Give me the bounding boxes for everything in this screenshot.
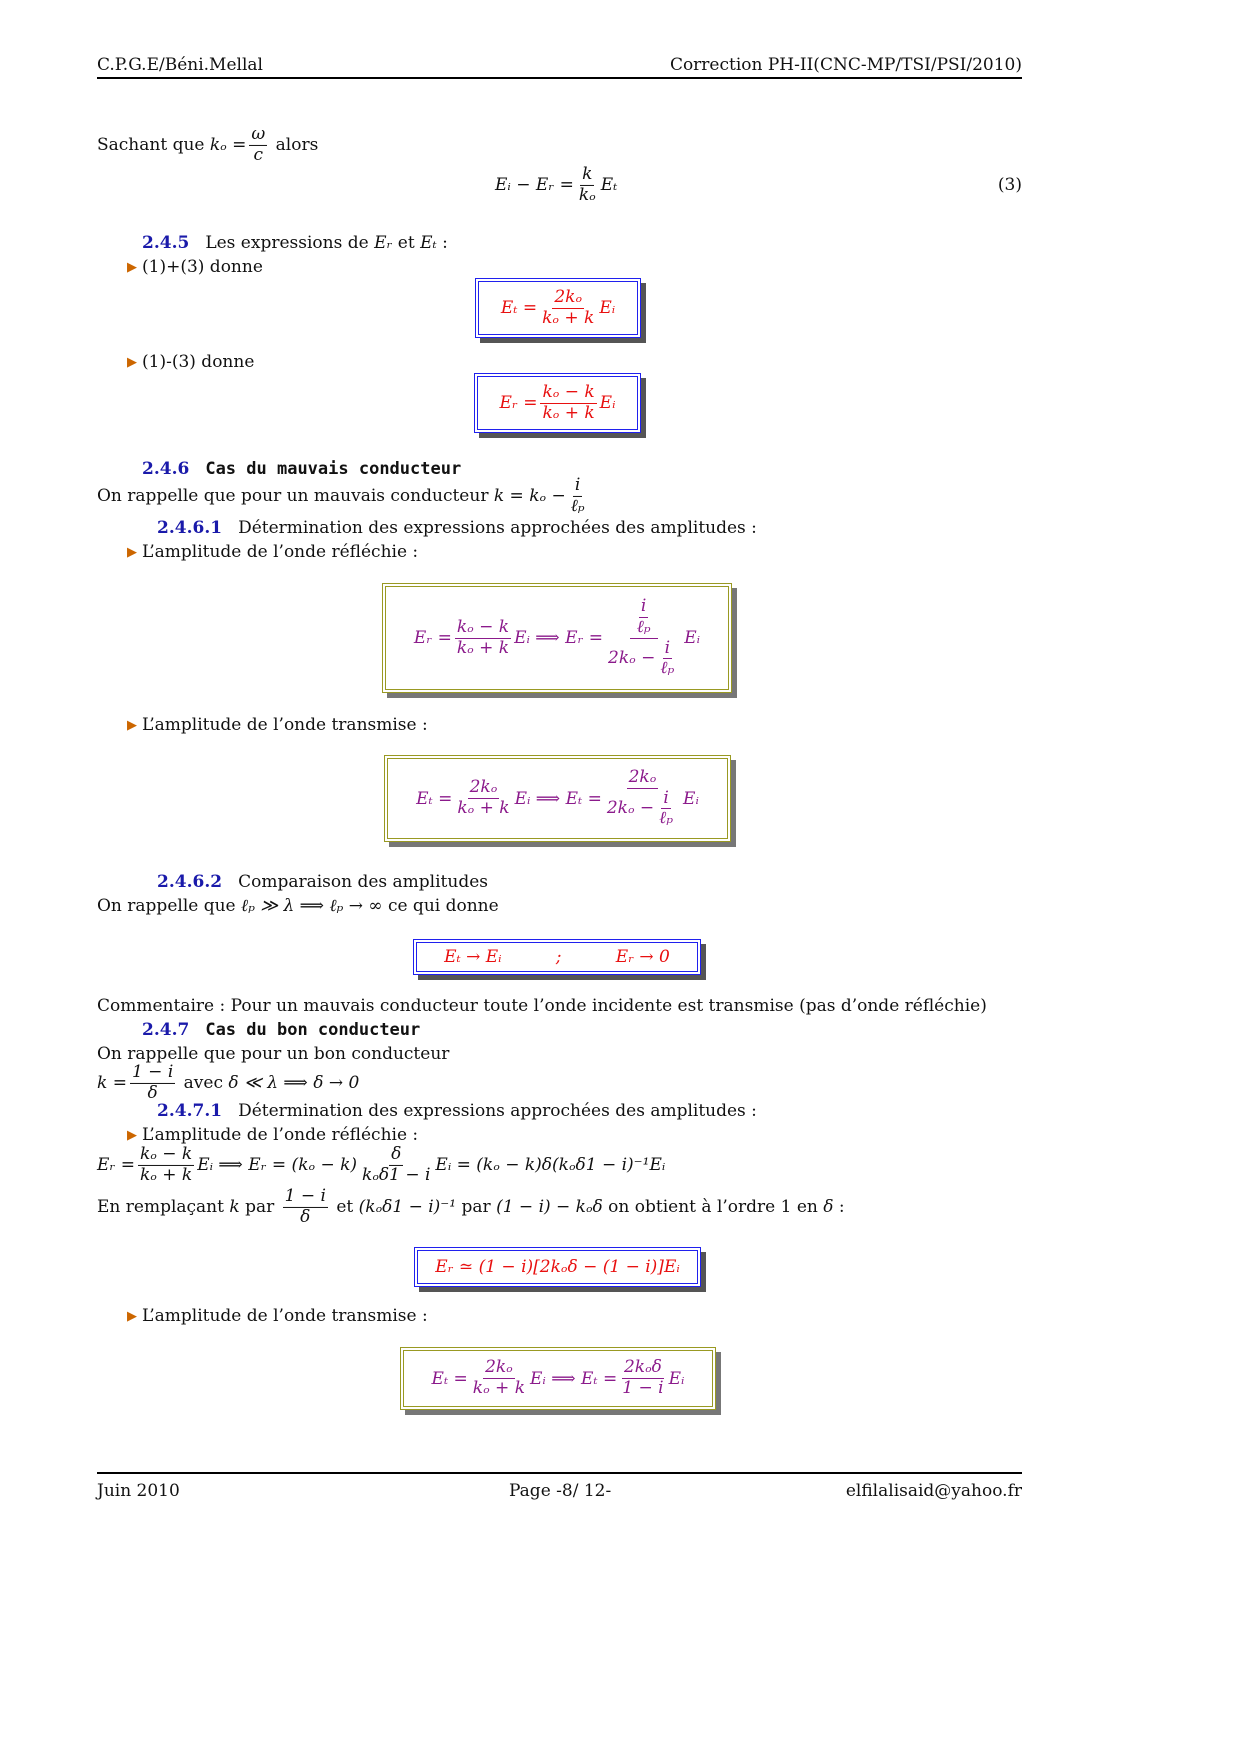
rhs: Eᵢ — [599, 393, 616, 413]
num: 2kₒ — [485, 1357, 513, 1378]
fraction — [606, 597, 681, 678]
section-title: Les expressions de — [205, 233, 375, 253]
bullet-text: L’amplitude de l’onde transmise : — [142, 715, 428, 735]
text: et — [330, 1197, 359, 1217]
header-rule — [97, 77, 1022, 79]
text: : — [436, 233, 448, 253]
den: ℓₚ — [660, 658, 675, 679]
num: 2kₒ — [469, 777, 498, 798]
section-number: 2.4.6.2 — [157, 872, 223, 892]
section-2-4-7-1 — [157, 1101, 757, 1121]
text: on obtient à l’ordre 1 en — [602, 1197, 824, 1217]
num: i — [663, 787, 669, 808]
section-2-4-6-2 — [157, 872, 488, 892]
bullet — [127, 1306, 428, 1326]
den: kₒ + k — [472, 1378, 526, 1398]
result-box-et — [475, 278, 641, 338]
result-box-er-bon: Eᵣ ≃ (1 − i)[2kₒδ − (1 − i)]Eᵢ — [414, 1247, 701, 1287]
limit-er: Eᵣ → 0 — [615, 947, 670, 967]
fraction — [360, 1145, 432, 1185]
text: On rappelle que pour un mauvais conducteur — [97, 486, 494, 506]
math: k — [229, 1197, 240, 1217]
result-box-et-bon — [400, 1347, 716, 1410]
equation-label: (3) — [997, 175, 1022, 195]
equation-er-bon — [97, 1145, 665, 1185]
lhs: Eᵣ = — [499, 393, 538, 413]
den: kₒ — [578, 184, 596, 205]
num — [630, 597, 658, 638]
math: (1 − i) − kₒδ — [496, 1197, 603, 1217]
section-number: 2.4.6.1 — [157, 518, 223, 538]
den: kₒ + k — [456, 637, 510, 658]
section-2-4-6-1 — [157, 518, 757, 538]
fraction — [657, 789, 675, 829]
fraction — [658, 639, 676, 679]
rhs: Eᵢ — [684, 628, 701, 648]
num: k — [582, 163, 593, 184]
fraction — [138, 1145, 194, 1185]
bullet — [127, 542, 418, 562]
den: ℓₚ — [659, 808, 674, 829]
k-definition — [97, 1063, 359, 1103]
num: δ — [391, 1143, 402, 1164]
footer-page: Page -8/ 12- — [509, 1481, 612, 1501]
triangle-bullet-icon: ▶ — [127, 1308, 137, 1324]
bullet — [127, 715, 428, 735]
section-number: 2.4.7.1 — [157, 1101, 223, 1121]
footer-rule — [97, 1472, 1022, 1474]
text: par — [456, 1197, 497, 1217]
triangle-bullet-icon: ▶ — [127, 1127, 137, 1143]
math: Eₜ — [420, 233, 437, 253]
num: 1 − i — [131, 1061, 174, 1082]
triangle-bullet-icon: ▶ — [127, 544, 137, 560]
num: 2kₒ — [628, 767, 657, 788]
section-number: 2.4.7 — [142, 1020, 190, 1040]
num: i — [640, 596, 647, 617]
math: (kₒδ1 − i)⁻¹ — [358, 1197, 457, 1217]
den: ℓₚ — [636, 616, 651, 637]
result-box-er — [474, 373, 641, 433]
lhs: Eₜ = — [431, 1368, 468, 1389]
triangle-bullet-icon: ▶ — [127, 717, 137, 733]
math: Eᵣ — [374, 233, 393, 253]
num: kₒ − k — [456, 616, 510, 637]
fraction — [605, 768, 680, 829]
bullet — [127, 352, 254, 372]
fraction — [455, 778, 511, 818]
rhs: Eᵢ = (kₒ − k)δ(kₒδ1 − i)⁻¹Eᵢ — [435, 1155, 666, 1175]
footer-email: elfilalisaid@yahoo.fr — [845, 1481, 1022, 1501]
section-title: Cas du bon conducteur — [205, 1020, 421, 1040]
section-title: Détermination des expressions approchées des amplitudes : — [238, 518, 757, 538]
rhs: Eᵢ — [683, 788, 699, 809]
fraction — [540, 288, 596, 328]
lhs: Eᵢ − Eᵣ = — [495, 175, 574, 195]
mid: Eᵢ ⟹ Eᵣ = (kₒ − k) — [197, 1155, 358, 1175]
fraction — [471, 1358, 527, 1398]
math: kₒ = — [209, 135, 247, 155]
den: kₒ + k — [457, 798, 510, 818]
bullet — [127, 1125, 418, 1145]
header-left: C.P.G.E/Béni.Mellal — [97, 55, 263, 75]
den: 1 − i — [622, 1378, 664, 1398]
footer-left: Juin 2010 — [97, 1481, 180, 1501]
num: 2kₒδ — [623, 1357, 662, 1378]
text: avec — [178, 1073, 229, 1093]
bullet-text: (1)-(3) donne — [142, 352, 255, 372]
den: kₒδ1 − i — [362, 1164, 431, 1185]
section-title: Cas du mauvais conducteur — [205, 459, 462, 479]
intro-line — [97, 125, 318, 165]
math: ℓₚ ≫ λ ⟹ ℓₚ → ∞ — [241, 896, 383, 916]
text: par — [239, 1197, 280, 1217]
bullet-text: L’amplitude de l’onde réfléchie : — [142, 542, 419, 562]
commentaire: Commentaire : Pour un mauvais conducteur toute l’onde incidente est transmise (pas d’onde réfléchie) — [97, 996, 987, 1016]
limit-et: Eₜ → Eᵢ — [444, 947, 502, 967]
rappel-mauvais — [97, 476, 590, 516]
lhs: Eᵣ = — [413, 628, 452, 648]
lhs: Eₜ = — [500, 298, 538, 318]
result-box-et-mauvais — [384, 755, 731, 842]
den: c — [253, 144, 264, 165]
equation-3 — [495, 165, 617, 205]
rappel-bon: On rappelle que pour un bon conducteur — [97, 1044, 450, 1064]
fraction — [635, 597, 653, 637]
result-box-er-mauvais — [382, 583, 732, 693]
result-box-limits — [413, 939, 701, 975]
den — [605, 789, 680, 829]
section-number: 2.4.6 — [142, 459, 190, 479]
den: kₒ + k — [542, 402, 595, 423]
lhs: Eₜ = — [416, 788, 453, 809]
rhs: Eₜ — [600, 175, 618, 195]
den — [606, 639, 681, 679]
num: 1 − i — [284, 1185, 326, 1206]
rhs: Eᵢ — [599, 298, 616, 318]
bullet — [127, 257, 263, 277]
num: i — [574, 474, 581, 495]
rhs: Eᵢ — [668, 1368, 685, 1389]
section-number: 2.4.5 — [142, 233, 190, 253]
num: 2kₒ — [554, 286, 583, 307]
fraction — [540, 383, 596, 423]
num: i — [664, 637, 671, 658]
text: En remplaçant — [97, 1197, 230, 1217]
den: kₒ + k — [139, 1164, 193, 1185]
bullet-text: L’amplitude de l’onde réfléchie : — [142, 1125, 419, 1145]
triangle-bullet-icon: ▶ — [127, 354, 137, 370]
fraction — [130, 1063, 175, 1103]
rappel-lp — [97, 896, 499, 916]
lhs: Eᵣ = — [97, 1155, 135, 1175]
num: ω — [251, 123, 266, 144]
bullet-text: (1)+(3) donne — [142, 257, 263, 277]
math: k = — [97, 1073, 127, 1093]
fraction — [577, 165, 598, 205]
text: : — [833, 1197, 845, 1217]
math: δ — [823, 1197, 834, 1217]
triangle-bullet-icon: ▶ — [127, 259, 137, 275]
bullet-text: L’amplitude de l’onde transmise : — [142, 1306, 428, 1326]
mid: Eᵢ ⟹ Eₜ = — [514, 788, 602, 809]
den-pre: 2kₒ − — [608, 647, 656, 668]
den: ℓₚ — [570, 495, 585, 516]
fraction — [455, 618, 511, 658]
math: k = kₒ − — [493, 486, 566, 506]
fraction — [569, 476, 587, 516]
text: alors — [270, 135, 319, 155]
mid: Eᵢ ⟹ Eₜ = — [530, 1368, 618, 1389]
math: δ ≪ λ ⟹ δ → 0 — [228, 1073, 360, 1093]
header-right: Correction PH-II(CNC-MP/TSI/PSI/2010) — [669, 55, 1022, 75]
den: δ — [300, 1206, 311, 1227]
text: On rappelle que — [97, 896, 242, 916]
den: kₒ + k — [542, 307, 595, 328]
fraction — [283, 1187, 328, 1227]
den-pre: 2kₒ − — [606, 797, 655, 818]
section-2-4-7 — [142, 1020, 420, 1040]
mid: Eᵢ ⟹ Eᵣ = — [514, 628, 604, 648]
text: Sachant que — [97, 135, 210, 155]
section-title: Comparaison des amplitudes — [238, 872, 488, 892]
separator: ; — [555, 947, 562, 967]
fraction — [249, 125, 267, 165]
num: kₒ − k — [542, 381, 595, 402]
den: δ — [147, 1082, 158, 1103]
remplacement-line — [97, 1187, 845, 1227]
section-title: Détermination des expressions approchées des amplitudes : — [238, 1101, 757, 1121]
num: kₒ − k — [139, 1143, 193, 1164]
section-2-4-5 — [142, 233, 448, 253]
text: et — [392, 233, 421, 253]
fraction — [620, 1358, 665, 1398]
text: ce qui donne — [382, 896, 499, 916]
